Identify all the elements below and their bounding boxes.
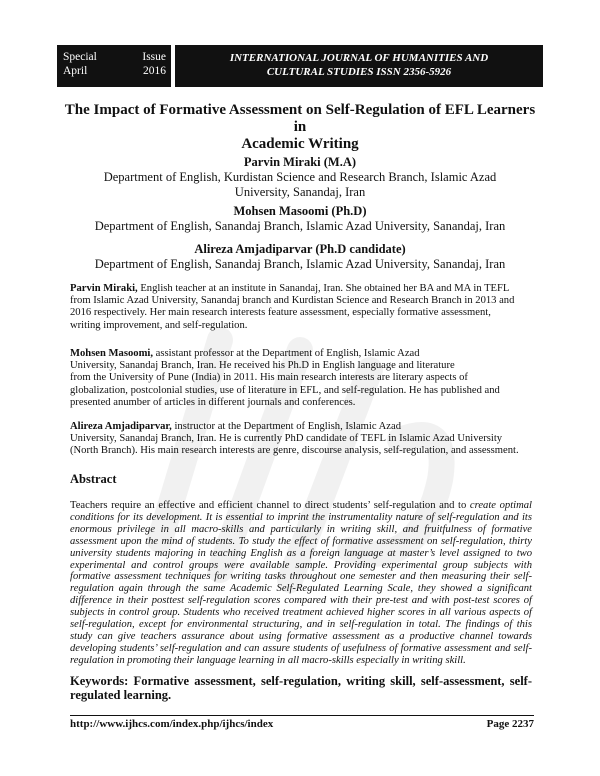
paper-title bbox=[60, 102, 540, 153]
bio-name: Alireza Amjadiparvar, bbox=[70, 421, 172, 432]
bio-line: University, Sanandaj Branch, Iran. He received his Ph.D in English language and literature bbox=[70, 360, 455, 372]
author-affiliation: Department of English, Sanandaj Branch, Islamic Azad University, Sanandaj, Iran bbox=[94, 257, 506, 271]
bio-line: English teacher at an institute in Sanandaj, Iran. She obtained her BA and MA in TEFL bbox=[137, 283, 510, 294]
journal-name-line2: CULTURAL STUDIES ISSN 2356-5926 bbox=[266, 66, 452, 78]
issue-box bbox=[57, 45, 171, 87]
bio-line: globalization, postcolonial studies, use of literature in EFL, and self-regulation. He has published and bbox=[70, 384, 500, 396]
issue-label: Issue bbox=[142, 51, 166, 63]
author-affiliation: Department of English, Sanandaj Branch, Islamic Azad University, Sanandaj, Iran bbox=[94, 219, 506, 233]
author-bio-3 bbox=[70, 421, 532, 458]
author-block-1 bbox=[60, 155, 540, 200]
author-bio-2 bbox=[70, 348, 532, 409]
abstract-lead: Teachers require an effective and efficient channel to direct students’ self-regulation and to bbox=[70, 500, 470, 511]
issue-year: 2016 bbox=[143, 65, 166, 77]
issue-special-label: Special bbox=[63, 51, 97, 63]
bio-line: writing improvement, and self-regulation. bbox=[70, 319, 248, 331]
keywords: Keywords: Formative assessment, self-regulation, writing skill, self-assessment, self-regulated learning. bbox=[70, 674, 532, 702]
abstract-text: create optimal conditions for its development. It is essential to imprint the instrumentality nature of self-regulation and its enormous privilege in all macro-skills and particularly in writing skill, and fruitfulness of formative assessment upon the mind of students. To study the effect of formative assessment on self-regulation, thirty university students majoring in teaching English as a foreign language at master’s level assigned to two experimental and control groups were available sample. Providing experimental group subjects with formative assessment techniques for writing tasks throughout one semester and then measuring their self-regulation again through the same Academic Self-Regulated Learning Scale, they showed a significant difference in their posttest self-regulation scores compared with their pre-test and with post-test scores of subjects in control group. Students who received treatment achieved higher scores in all various aspects of self-regulation, except for environmental structuring, and in self-regulation in total. The findings of this study can give teachers assurance about using formative assessment as a productive channel towards developing students’ self-regulation and can assure students of usefulness of formative assessment and self-regulation in promoting their language learning in all macro-skills especially in writing skill. bbox=[70, 500, 532, 666]
bio-name: Parvin Miraki, bbox=[70, 283, 138, 294]
bio-line: instructor at the Department of English, Islamic Azad bbox=[171, 421, 401, 432]
bio-name: Mohsen Masoomi, bbox=[70, 348, 153, 359]
bio-line: 2016 respectively. Her main research interests feature assessment, especially formative assessment, bbox=[70, 307, 491, 319]
author-block-3 bbox=[60, 242, 540, 272]
footer-divider bbox=[70, 715, 534, 716]
page-number: Page 2237 bbox=[486, 718, 534, 730]
bio-line: assistant professor at the Department of English, Islamic Azad bbox=[152, 348, 420, 359]
journal-name-box bbox=[175, 45, 543, 87]
author-affiliation-cont: University, Sanandaj, Iran bbox=[234, 185, 366, 199]
journal-header bbox=[57, 45, 543, 87]
paper-title-line1: The Impact of Formative Assessment on Self-Regulation of EFL Learners in bbox=[64, 102, 536, 135]
author-bio-1 bbox=[70, 283, 532, 332]
issue-month: April bbox=[63, 65, 88, 77]
author-name: Mohsen Masoomi (Ph.D) bbox=[233, 204, 367, 218]
author-name: Parvin Miraki (M.A) bbox=[243, 155, 357, 169]
author-affiliation: Department of English, Kurdistan Science and Research Branch, Islamic Azad bbox=[103, 170, 497, 184]
journal-name-line1: INTERNATIONAL JOURNAL OF HUMANITIES AND bbox=[229, 52, 489, 64]
bio-line: University, Sanandaj Branch, Iran. He is currently PhD candidate of TEFL in Islamic Azad University bbox=[70, 433, 503, 445]
author-name: Alireza Amjadiparvar (Ph.D candidate) bbox=[194, 242, 406, 256]
paper-title-line2: Academic Writing bbox=[241, 136, 359, 152]
bio-line: presented anumber of articles in different journals and conferences. bbox=[70, 396, 356, 408]
abstract-body bbox=[70, 500, 532, 667]
bio-line: from the University of Pune (India) in 2011. His main research interests are literary aspects of bbox=[70, 372, 468, 384]
author-block-2 bbox=[60, 204, 540, 234]
footer-journal-link[interactable]: http://www.ijhcs.com/index.php/ijhcs/index bbox=[70, 718, 274, 730]
bio-line: from Islamic Azad University, Sanandaj branch and Kurdistan Science and Research Branch in 2013 and bbox=[70, 295, 515, 307]
bio-line: (North Branch). His main research interests are genre, discourse analysis, self-regulation, and assessment. bbox=[70, 445, 519, 457]
abstract-heading: Abstract bbox=[70, 472, 117, 486]
